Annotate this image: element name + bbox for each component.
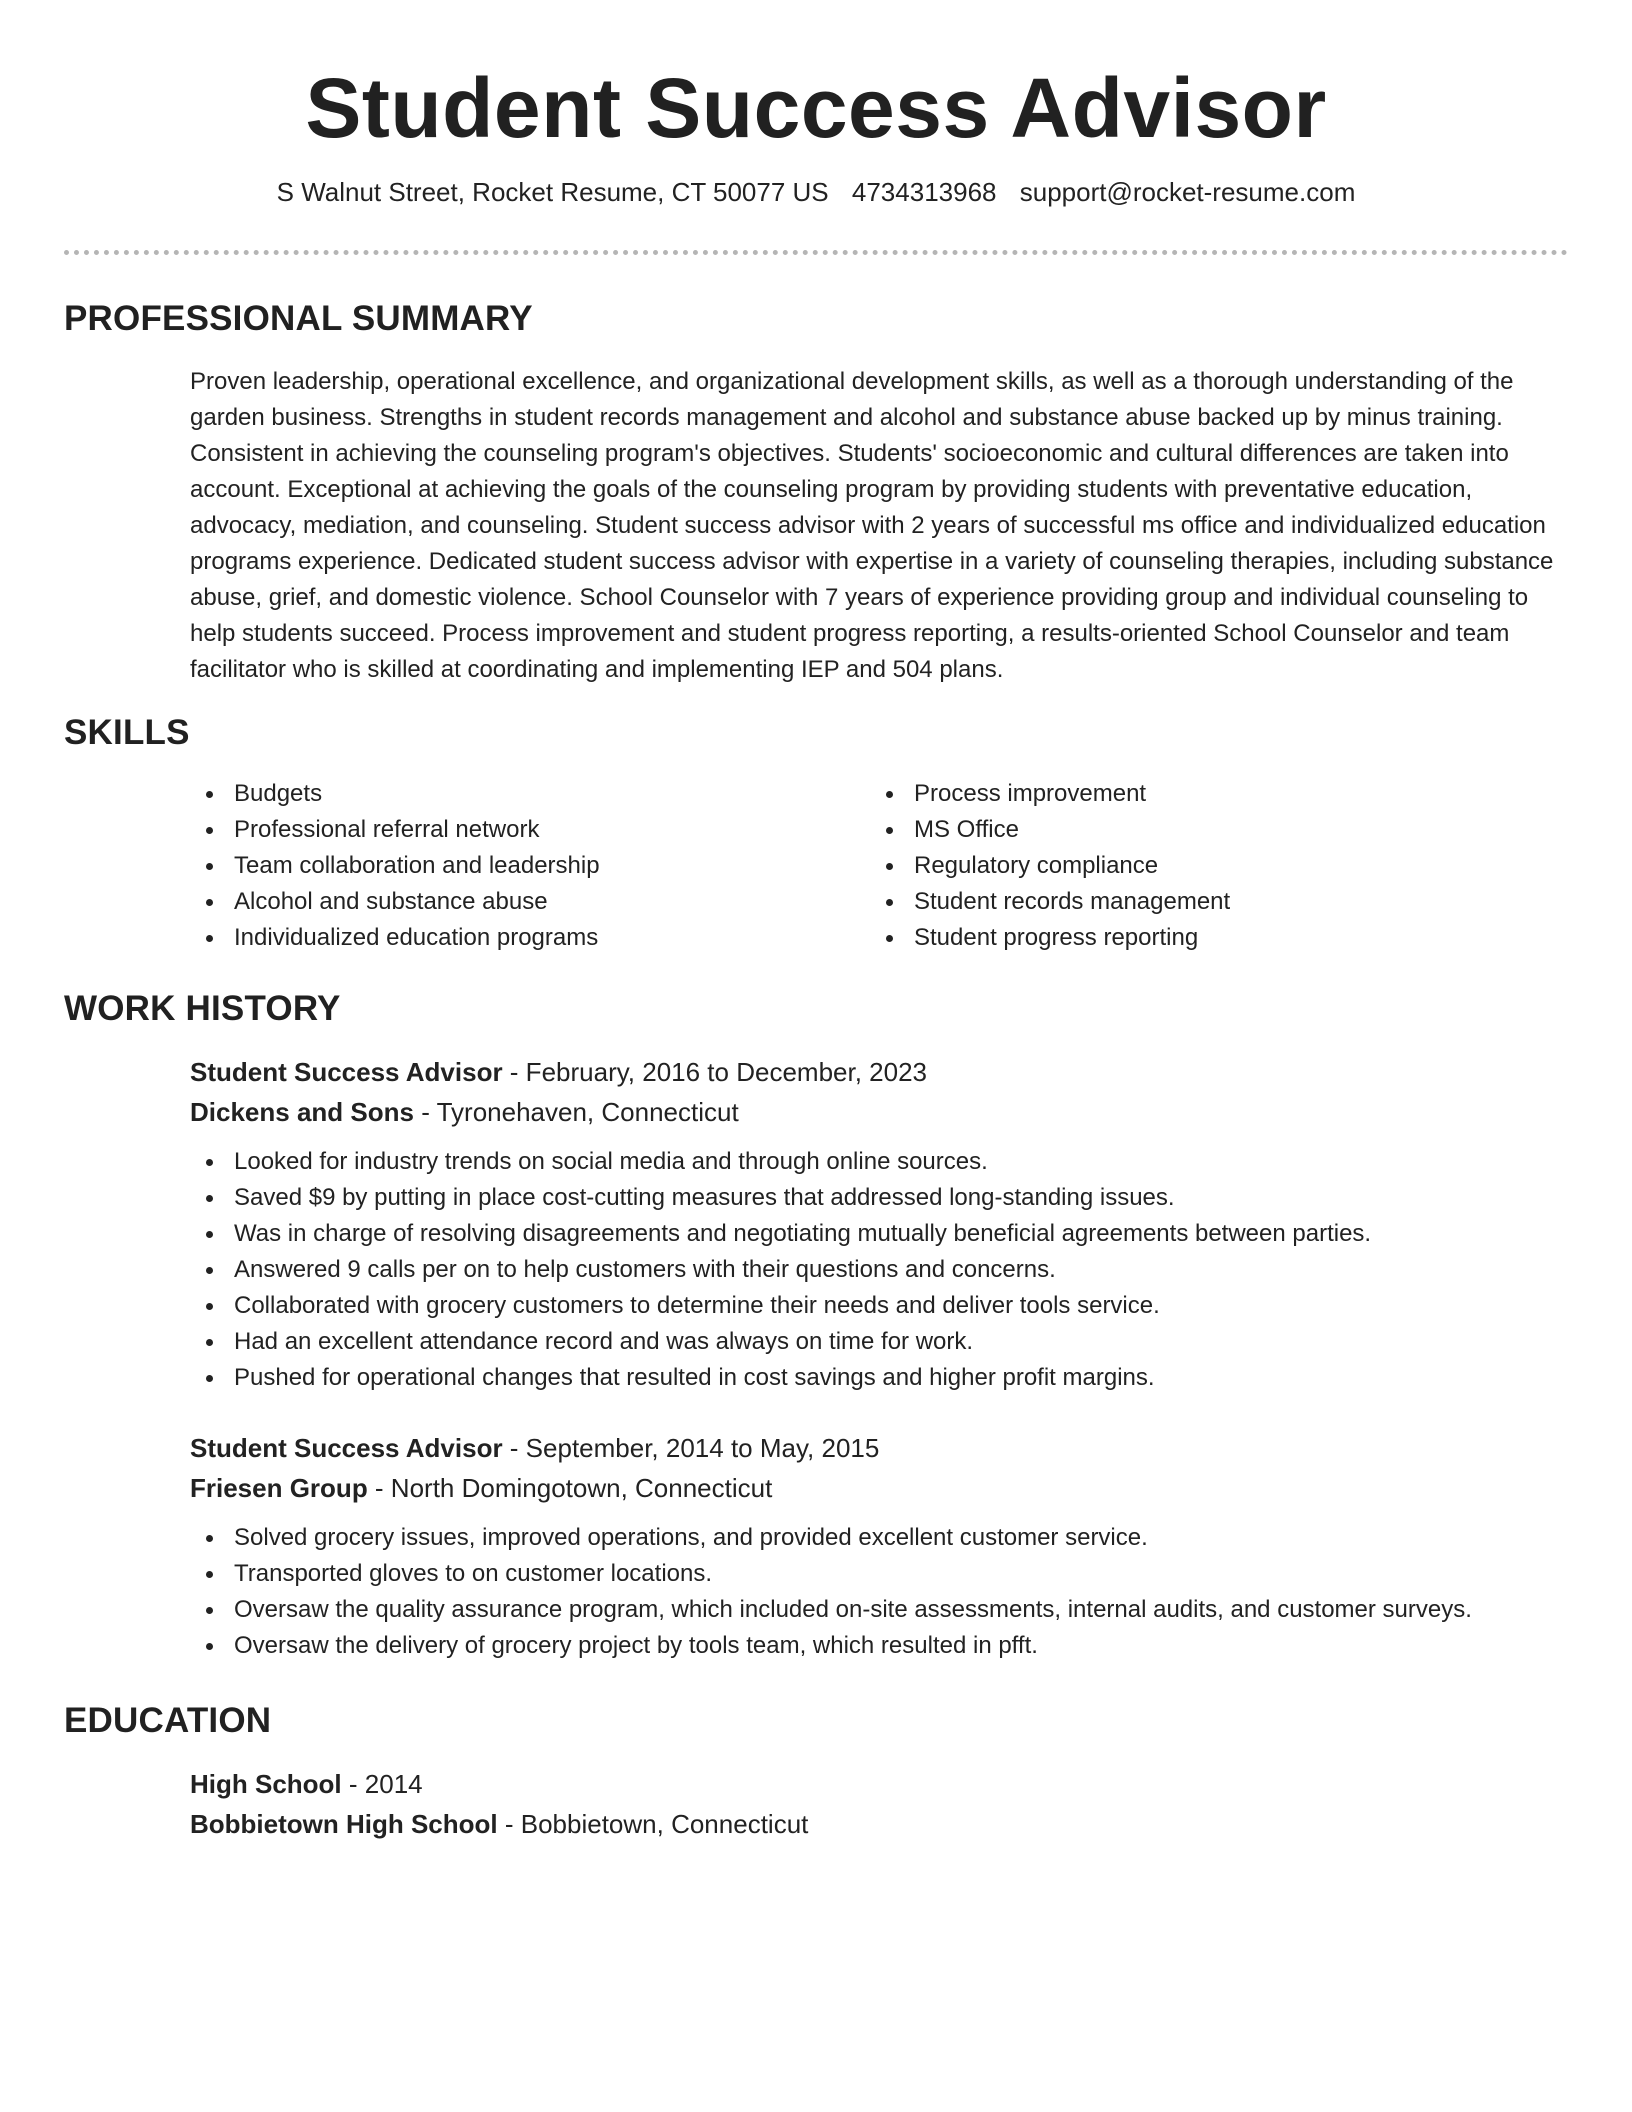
job-dates: - September, 2014 to May, 2015 <box>502 1433 880 1463</box>
skill-item: Individualized education programs <box>190 920 870 956</box>
skill-item: Budgets <box>190 776 870 812</box>
skill-item: Student progress reporting <box>870 920 1550 956</box>
skills-column-right <box>870 776 1550 956</box>
job-role: Student Success Advisor <box>190 1057 503 1087</box>
skill-item: Process improvement <box>870 776 1550 812</box>
job-company: Dickens and Sons <box>190 1097 414 1127</box>
education-school: Bobbietown High School <box>190 1809 498 1839</box>
skill-item: Team collaboration and leadership <box>190 848 870 884</box>
header-divider <box>64 250 1568 255</box>
education-heading: EDUCATION <box>64 1701 272 1740</box>
skill-item: Student records management <box>870 884 1550 920</box>
job-bullet: Answered 9 calls per on to help customers with their questions and concerns. <box>190 1252 1566 1288</box>
job-bullet: Pushed for operational changes that resulted in cost savings and higher profit margins. <box>190 1360 1566 1396</box>
job-bullet: Looked for industry trends on social media and through online sources. <box>190 1144 1566 1180</box>
candidate-name: Student Success Advisor <box>305 61 1327 155</box>
contact-address: S Walnut Street, Rocket Resume, CT 50077 US <box>276 177 829 207</box>
job-bullets <box>190 1520 1566 1664</box>
skill-item: Alcohol and substance abuse <box>190 884 870 920</box>
job-bullet: Oversaw the delivery of grocery project by tools team, which resulted in pfft. <box>190 1628 1566 1664</box>
education-school-line <box>190 1804 1566 1844</box>
job-bullets <box>190 1144 1566 1396</box>
job-bullet: Transported gloves to on customer locations. <box>190 1556 1566 1592</box>
skills-list <box>190 776 1566 956</box>
job-bullet: Had an excellent attendance record and was always on time for work. <box>190 1324 1566 1360</box>
job-location: - North Domingotown, Connecticut <box>367 1473 773 1503</box>
skills-heading: SKILLS <box>64 713 190 752</box>
education-entry <box>190 1764 1566 1844</box>
resume-page <box>64 0 1568 1839</box>
skill-item: Professional referral network <box>190 812 870 848</box>
job-entry <box>190 1428 1566 1664</box>
job-entry <box>190 1052 1566 1396</box>
job-bullet: Collaborated with grocery customers to determine their needs and deliver tools service. <box>190 1288 1566 1324</box>
education-year: - 2014 <box>341 1769 423 1799</box>
job-role: Student Success Advisor <box>190 1433 503 1463</box>
contact-phone: 4734313968 <box>851 177 997 207</box>
education-degree-line <box>190 1764 1566 1804</box>
job-location: - Tyronehaven, Connecticut <box>413 1097 739 1127</box>
job-bullet: Solved grocery issues, improved operations, and provided excellent customer service. <box>190 1520 1566 1556</box>
education-degree: High School <box>190 1769 342 1799</box>
contact-email: support@rocket-resume.com <box>1019 177 1356 207</box>
job-company: Friesen Group <box>190 1473 368 1503</box>
skill-item: Regulatory compliance <box>870 848 1550 884</box>
contact-line <box>64 176 1568 208</box>
work-history-heading: WORK HISTORY <box>64 989 341 1028</box>
job-bullet: Oversaw the quality assurance program, which included on-site assessments, internal audits, and customer surveys. <box>190 1592 1566 1628</box>
summary-heading: PROFESSIONAL SUMMARY <box>64 299 533 338</box>
job-dates: - February, 2016 to December, 2023 <box>502 1057 927 1087</box>
job-bullet: Was in charge of resolving disagreements and negotiating mutually beneficial agreements between parties. <box>190 1216 1566 1252</box>
skill-item: MS Office <box>870 812 1550 848</box>
job-title-line <box>190 1052 1566 1092</box>
job-company-line <box>190 1468 1566 1508</box>
education-location: - Bobbietown, Connecticut <box>497 1809 809 1839</box>
job-title-line <box>190 1428 1566 1468</box>
job-bullet: Saved $9 by putting in place cost-cutting measures that addressed long-standing issues. <box>190 1180 1566 1216</box>
skills-column-left <box>190 776 870 956</box>
summary-text: Proven leadership, operational excellence, and organizational development skills, as well as a thorough understanding of the garden business. Strengths in student records management and alcohol and substance abuse backed up by minus training. Consistent in achieving the counseling program's objectives. Students' socioeconomic and cultural differences are taken into account. Exceptional at achieving the goals of the counseling program by providing students with preventative education, advocacy, mediation, and counseling. Student success advisor with 2 years of successful ms office and individualized education programs experience. Dedicated student success advisor with expertise in a variety of counseling therapies, including substance abuse, grief, and domestic violence. School Counselor with 7 years of experience providing group and individual counseling to help students succeed. Process improvement and student progress reporting, a results-oriented School Counselor and team facilitator who is skilled at coordinating and implementing IEP and 504 plans. <box>190 368 1554 683</box>
job-company-line <box>190 1092 1566 1132</box>
